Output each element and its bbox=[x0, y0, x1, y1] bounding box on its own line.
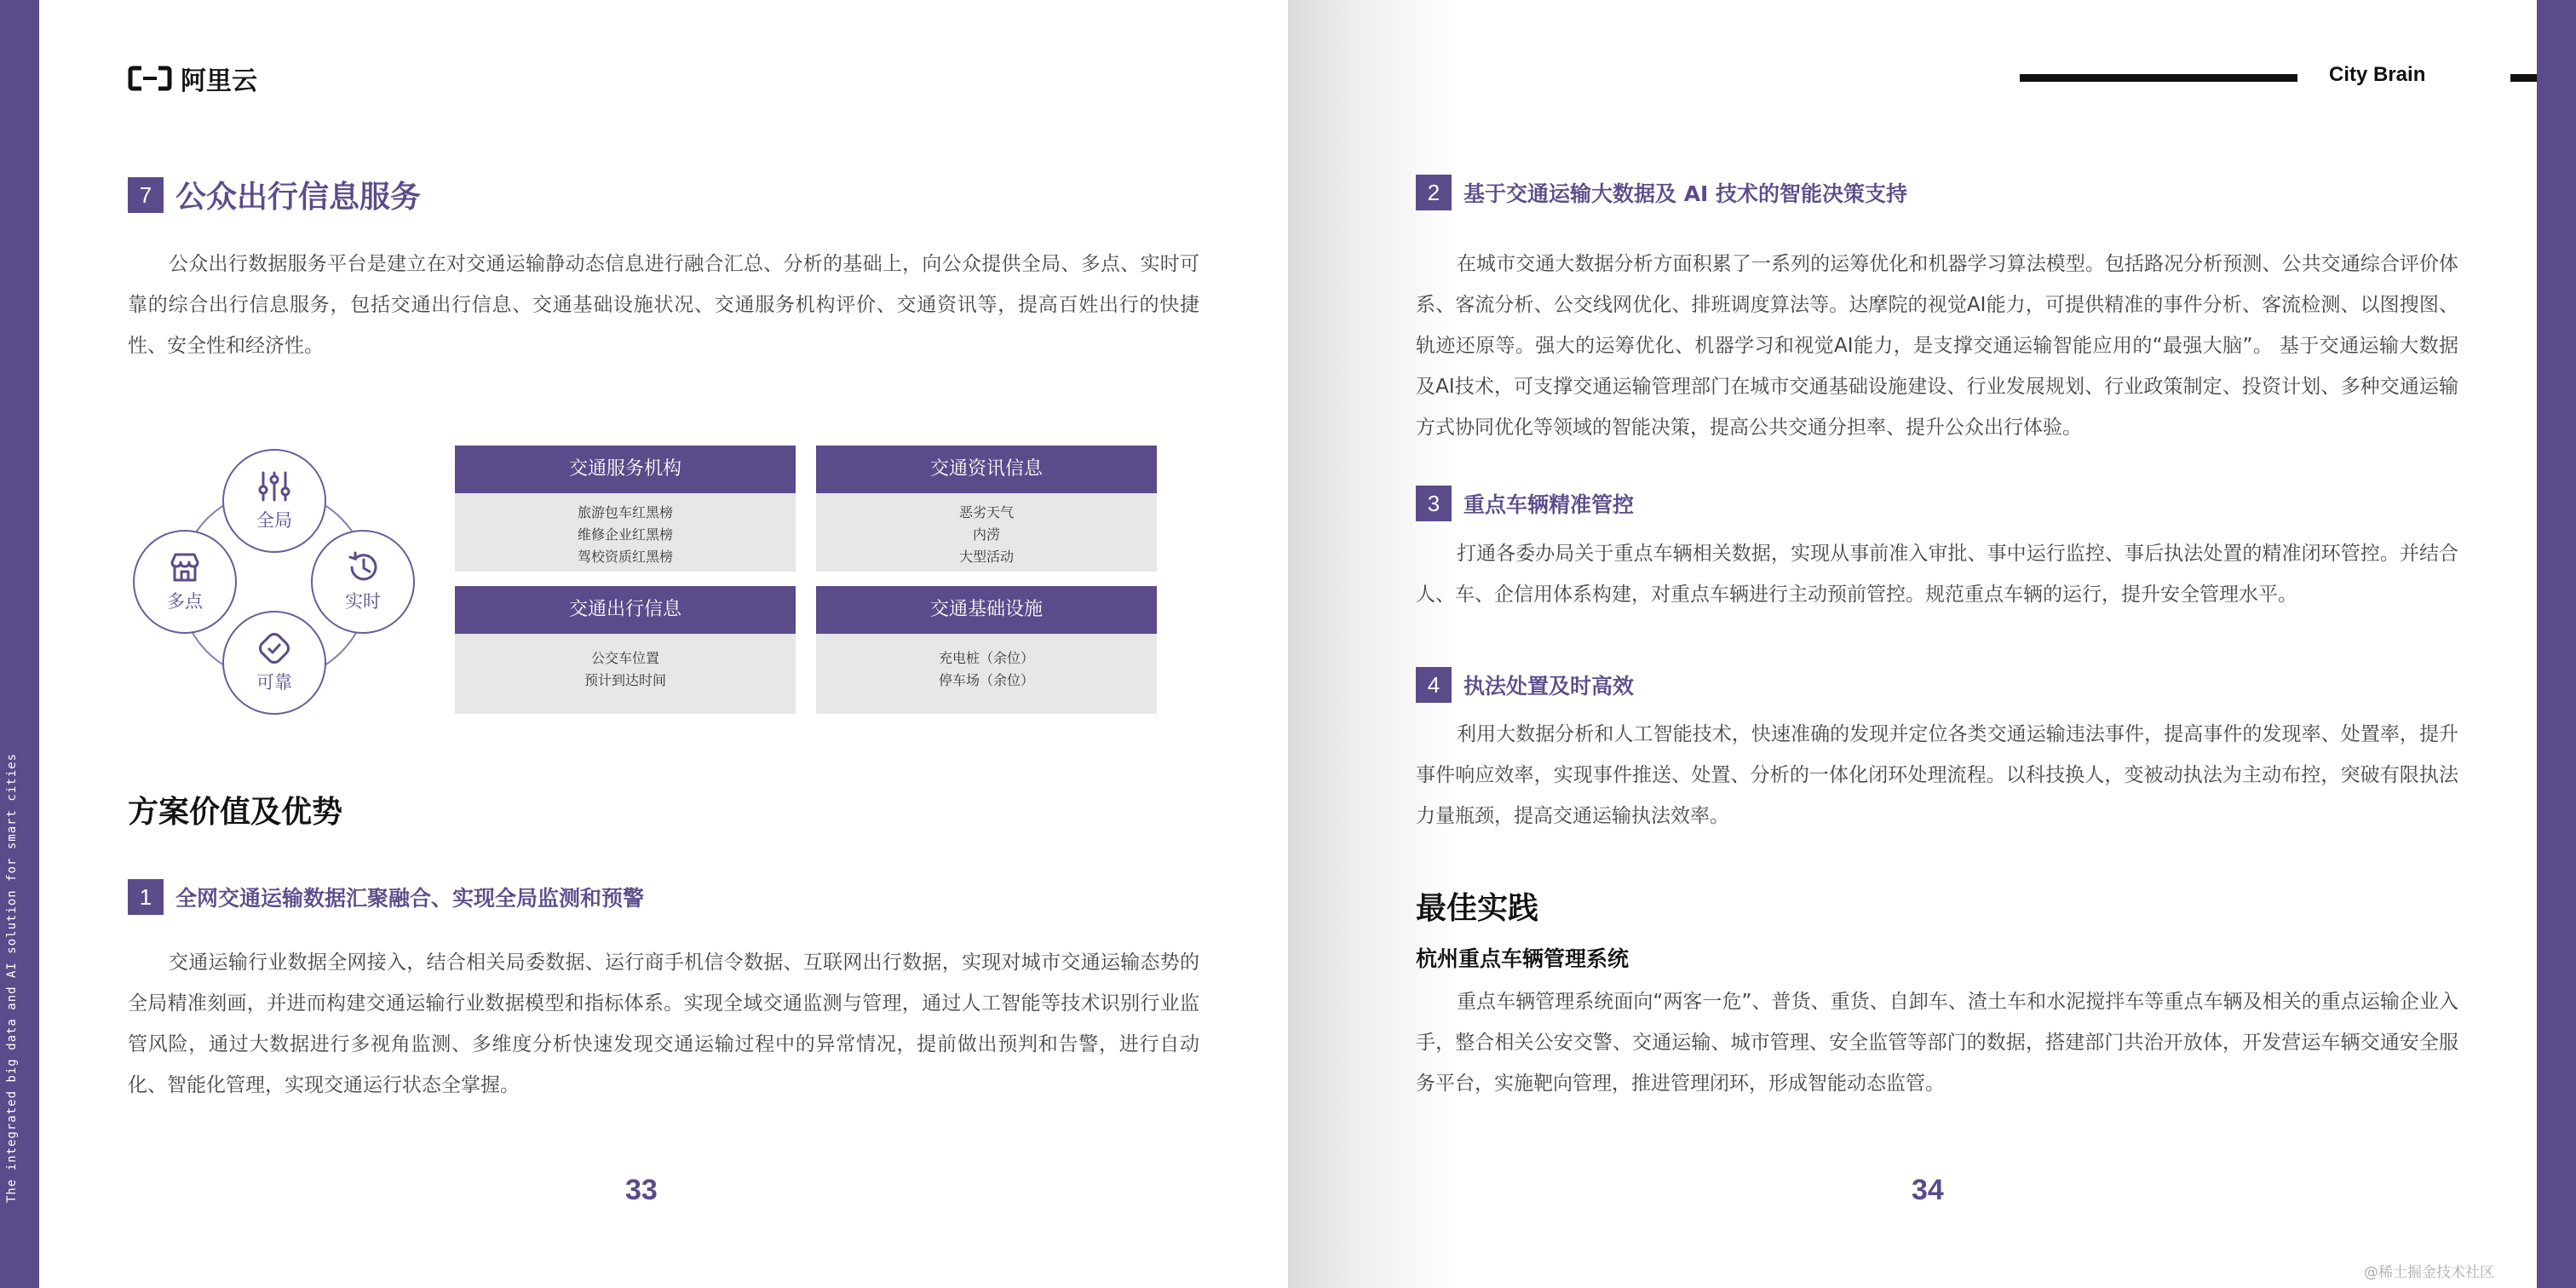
value-heading: 方案价值及优势 bbox=[128, 795, 343, 830]
watermark: @稀土掘金技术社区 bbox=[2364, 1264, 2494, 1281]
case-title: 杭州重点车辆管理系统 bbox=[1416, 946, 1630, 971]
shield-check-icon bbox=[256, 631, 292, 665]
section-2-heading bbox=[1416, 175, 1907, 210]
left-page bbox=[39, 0, 1288, 1288]
card-traffic-news bbox=[816, 446, 1157, 572]
section-3-heading bbox=[1416, 486, 1634, 521]
card-line: 维修企业红黑榜 bbox=[577, 526, 673, 543]
section-2-paragraph: 在城市交通大数据分析方面积累了一系列的运筹优化和机器学习算法模型。包括路况分析预测、公共交通综合评价体系、客流分析、公交线网优化、排班调度算法等。达摩院的视觉AI能力，可提供精准的事件分析、客流检测、以图搜图、轨迹还原等。强大的运筹优化、机器学习和视觉AI能力，是支撑交通运输智能应用的“最强大脑”。 基于交通运输大数据及AI技术，可支撑交通运输管理部门在城市交通基础设施建设、行业发展规划、行业政策制定、投资计划、多种交通运输方式协同优化等领域的智能决策，提高公共交通分担率、提升公众出行体验。 bbox=[1416, 253, 2458, 439]
side-caption-text: The integrated big data and AI solution for smart cities bbox=[5, 752, 19, 1203]
section-4-heading bbox=[1416, 667, 1634, 703]
clock-history-icon bbox=[345, 550, 381, 584]
section-number: 2 bbox=[1416, 175, 1452, 210]
section-title: 基于交通运输大数据及 AI 技术的智能决策支持 bbox=[1463, 181, 1908, 206]
node-reliable bbox=[222, 611, 326, 715]
card-body bbox=[455, 634, 796, 692]
card-body bbox=[816, 634, 1157, 692]
brand-title: City Brain bbox=[2329, 63, 2426, 86]
card-line: 预计到达时间 bbox=[584, 672, 666, 688]
node-realtime bbox=[311, 530, 415, 634]
section-number: 3 bbox=[1416, 486, 1452, 521]
node-multipoint bbox=[133, 530, 237, 634]
store-icon bbox=[167, 550, 203, 584]
right-page bbox=[1288, 0, 2537, 1288]
card-line: 旅游包车红黑榜 bbox=[577, 504, 673, 520]
card-body bbox=[816, 493, 1157, 568]
section-title: 全网交通运输数据汇聚融合、实现全局监测和预警 bbox=[175, 886, 645, 911]
aliyun-logo-icon bbox=[128, 66, 172, 91]
card-title: 交通基础设施 bbox=[816, 586, 1157, 634]
section-7-heading bbox=[128, 173, 421, 216]
best-practice-heading: 最佳实践 bbox=[1416, 891, 1539, 926]
header-rule-right bbox=[2510, 74, 2537, 82]
section-7-paragraph: 公众出行数据服务平台是建立在对交通运输静动态信息进行融合汇总、分析的基础上，向公众提供全局、多点、实时可靠的综合出行信息服务，包括交通出行信息、交通基础设施状况、交通服务机构评价、交通资讯等，提高百姓出行的快捷性、安全性和经济性。 bbox=[128, 253, 1199, 357]
card-travel-info bbox=[455, 586, 796, 714]
section-3-paragraph: 打通各委办局关于重点车辆相关数据，实现从事前准入审批、事中运行监控、事后执法处置的精准闭环管控。并结合人、车、企信用体系构建，对重点车辆进行主动预前管控。规范重点车辆的运行，提升安全管理水平。 bbox=[1416, 543, 2458, 606]
four-qualities-diagram bbox=[128, 447, 417, 711]
case-paragraph: 重点车辆管理系统面向“两客一危”、普货、重货、自卸车、渣土车和水泥搅拌车等重点车辆及相关的重点运输企业入手，整合相关公安交警、交通运输、城市管理、安全监管等部门的数据，搭建部门共治开放体，开发营运车辆交通安全服务平台，实施靶向管理，推进管理闭环，形成智能动态监管。 bbox=[1416, 991, 2458, 1095]
card-infrastructure bbox=[816, 586, 1157, 714]
card-line: 驾校资质红黑榜 bbox=[577, 549, 673, 565]
card-title: 交通资讯信息 bbox=[816, 446, 1157, 493]
node-label: 可靠 bbox=[256, 672, 292, 693]
card-line: 充电桩（余位） bbox=[938, 650, 1034, 666]
logo-text: 阿里云 bbox=[181, 66, 257, 96]
card-line: 大型活动 bbox=[958, 549, 1014, 565]
header-rule-left bbox=[2020, 74, 2297, 82]
sliders-icon bbox=[256, 469, 292, 503]
node-label: 实时 bbox=[345, 591, 381, 612]
card-body bbox=[455, 493, 796, 568]
right-edge-stripe bbox=[2537, 0, 2576, 1288]
aliyun-logo bbox=[128, 60, 257, 97]
section-number: 7 bbox=[128, 177, 164, 213]
node-label: 全局 bbox=[256, 510, 292, 531]
section-number: 4 bbox=[1416, 667, 1452, 703]
section-title: 重点车辆精准管控 bbox=[1463, 492, 1635, 517]
section-4-paragraph: 利用大数据分析和人工智能技术，快速准确的发现并定位各类交通运输违法事件，提高事件的发现率、处置率，提升事件响应效率，实现事件推送、处置、分析的一体化闭环处理流程。以科技换人，变被动执法为主动布控，突破有限执法力量瓶颈，提高交通运输执法效率。 bbox=[1416, 723, 2458, 827]
side-caption bbox=[5, 752, 34, 1232]
section-title: 执法处置及时高效 bbox=[1463, 674, 1635, 699]
page-number: 34 bbox=[1912, 1174, 1944, 1206]
card-title: 交通出行信息 bbox=[455, 586, 796, 634]
node-global bbox=[222, 449, 326, 553]
card-line: 公交车位置 bbox=[590, 650, 659, 666]
card-line: 恶劣天气 bbox=[958, 504, 1014, 520]
card-service-agencies bbox=[455, 446, 796, 572]
section-1-paragraph: 交通运输行业数据全网接入，结合相关局委数据、运行商手机信令数据、互联网出行数据，实现对城市交通运输态势的全局精准刻画，并进而构建交通运输行业数据模型和指标体系。实现全域交通监测与管理，通过人工智能等技术识别行业监管风险，通过大数据进行多视角监测、多维度分析快速发现交通运输过程中的异常情况，提前做出预判和告警，进行自动化、智能化管理，实现交通运行状态全掌握。 bbox=[128, 952, 1199, 1096]
card-line: 停车场（余位） bbox=[938, 672, 1034, 688]
card-title: 交通服务机构 bbox=[455, 446, 796, 493]
section-number: 1 bbox=[128, 879, 164, 915]
page-number: 33 bbox=[625, 1174, 658, 1206]
section-1-heading bbox=[128, 879, 644, 915]
section-title: 公众出行信息服务 bbox=[175, 180, 422, 215]
card-line: 内涝 bbox=[972, 526, 1000, 543]
node-label: 多点 bbox=[167, 591, 203, 612]
